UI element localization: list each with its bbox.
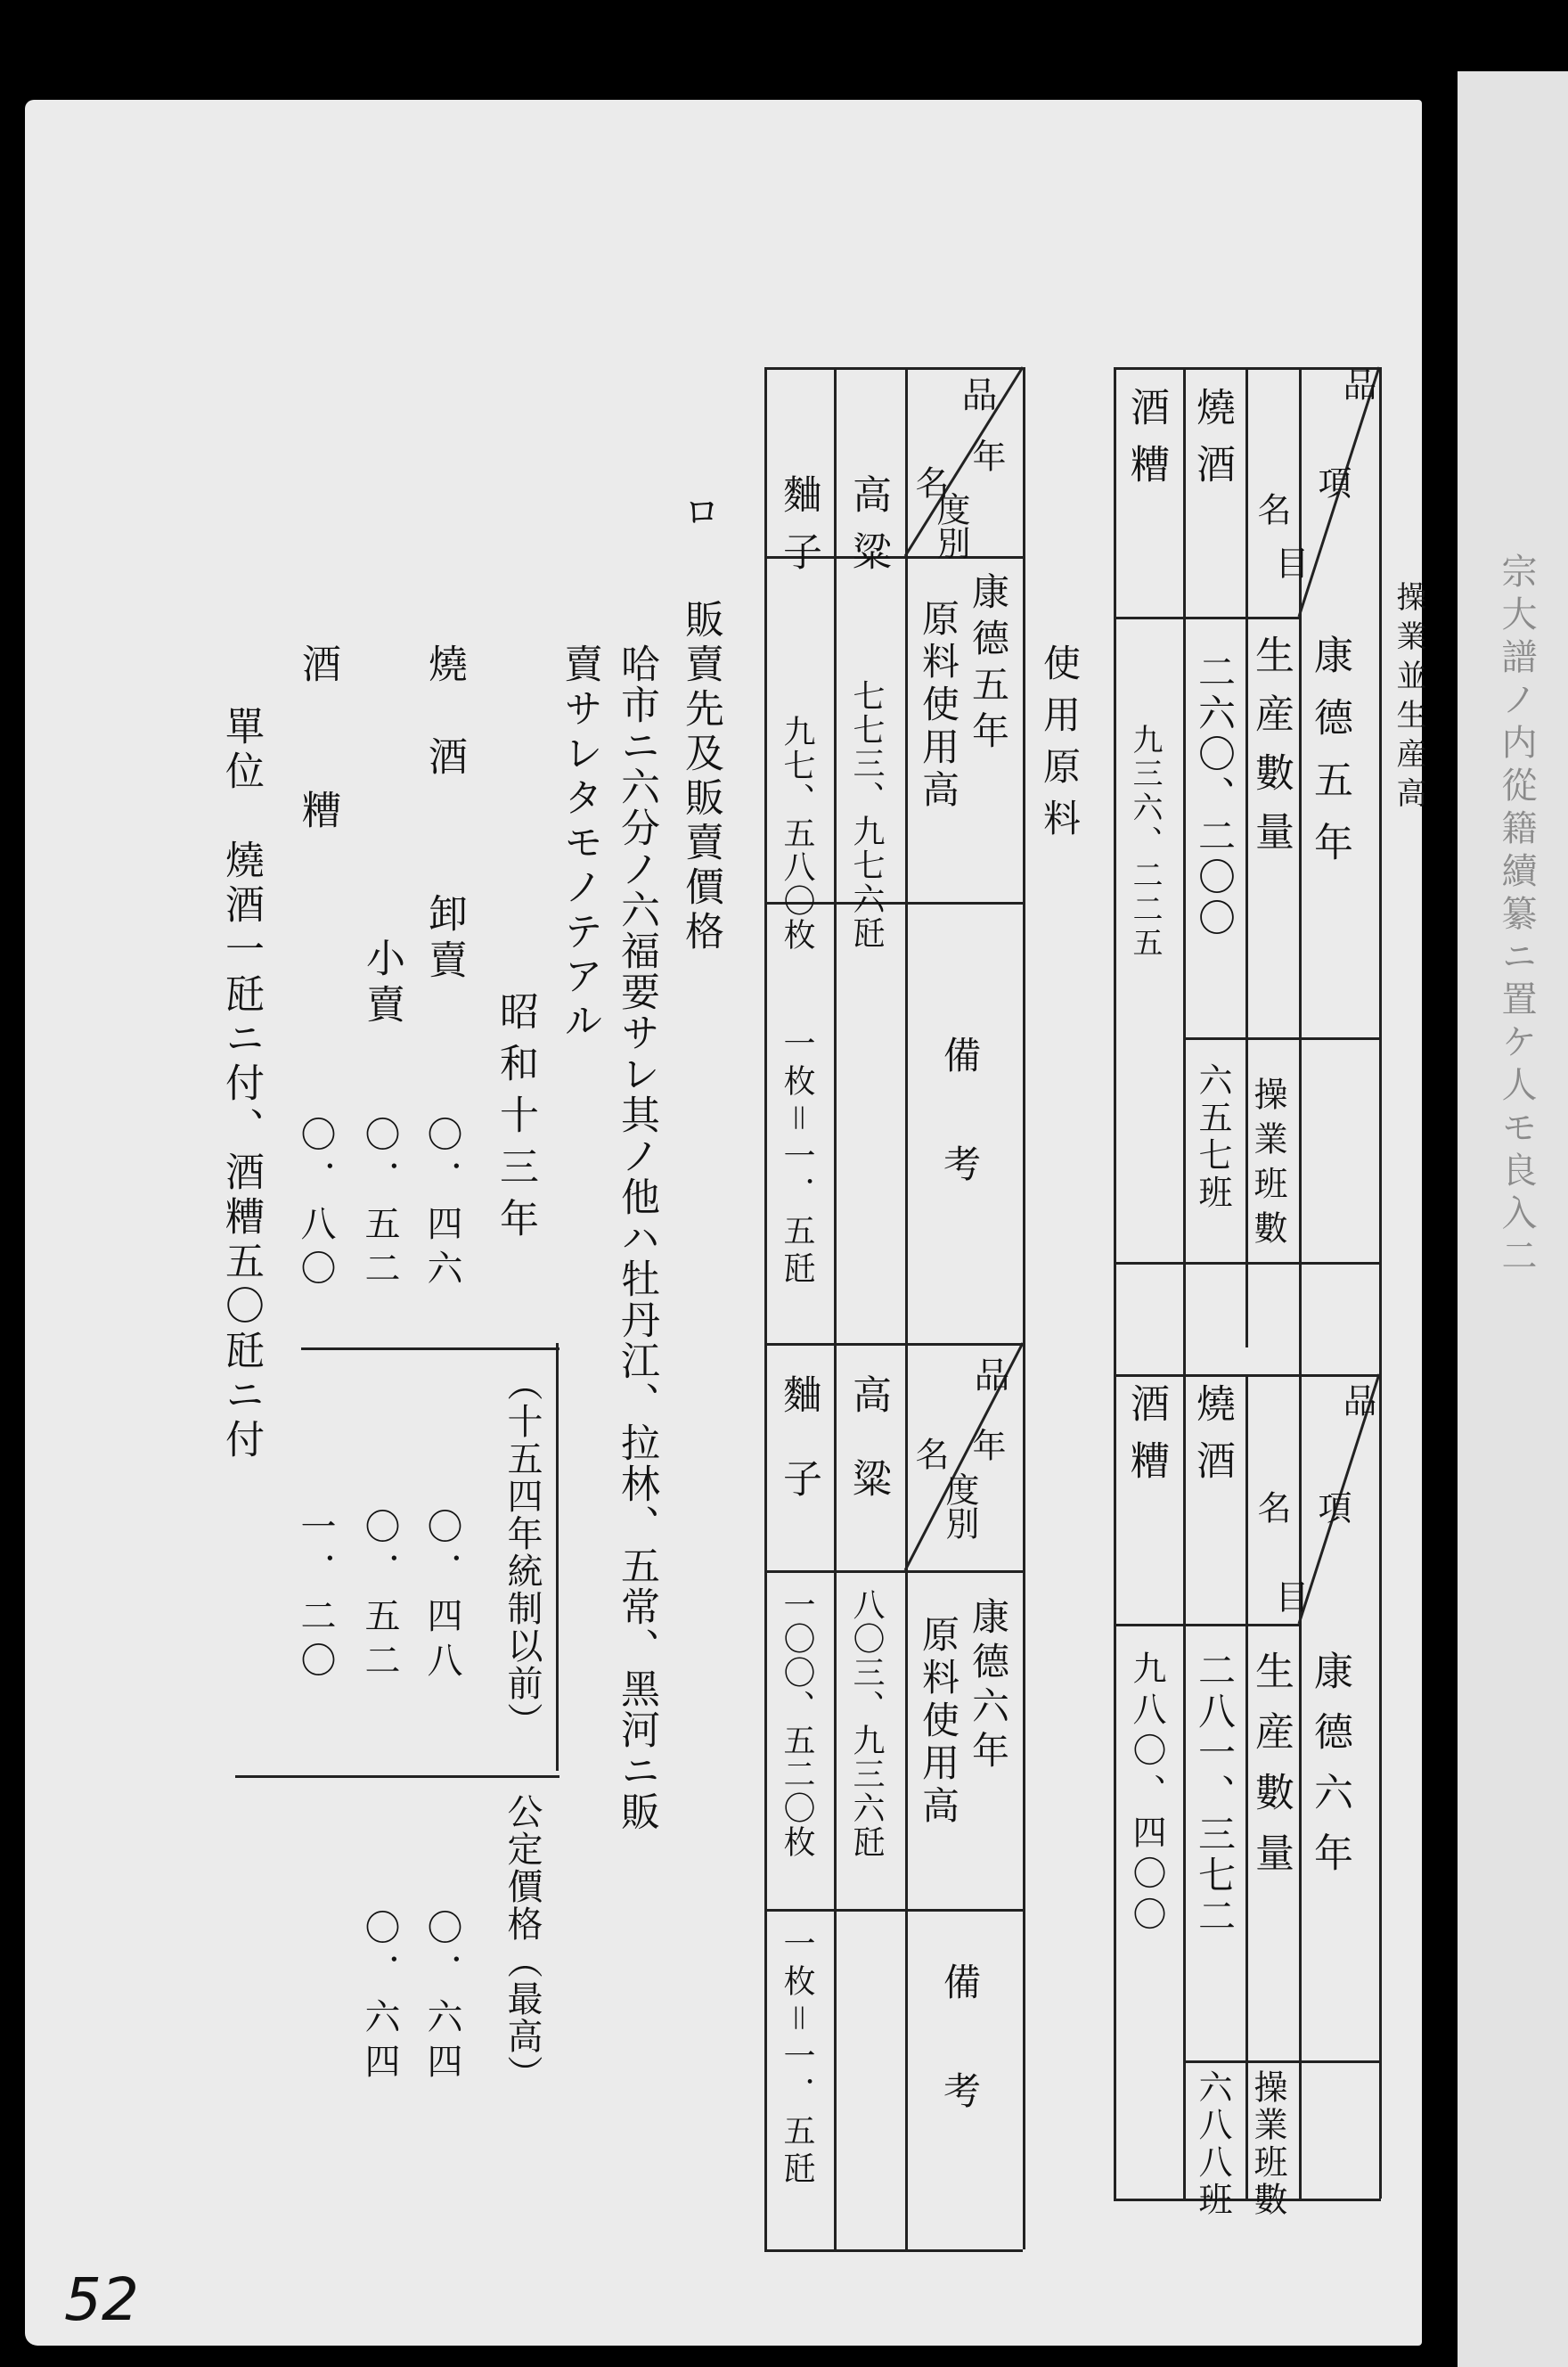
production-title: 操業並生産高	[1391, 581, 1426, 816]
adjacent-page-text: 宗大譜ノ内從籍續纂ニ置ケ人モ良入二	[1496, 553, 1537, 1280]
adjacent-page	[1458, 71, 1568, 2367]
product-shochu-2: 燒酒	[1189, 1383, 1235, 1497]
sales-item-lees: 酒糟	[295, 643, 340, 936]
sales-text-line1: 哈市ニ六分ノ六福要サレ其ノ他ハ牡丹江、拉林、五常、黑河ニ販	[614, 643, 659, 1832]
material-sorghum: 高粱	[845, 474, 891, 588]
sales-type-retail: 小賣	[359, 938, 404, 1030]
material-sorghum-2: 高粱	[845, 1374, 891, 1542]
mat-header-year-upper-2: 年	[967, 1428, 1006, 1462]
qty-shochu-kangde5: 二六〇、二〇〇	[1193, 652, 1237, 939]
mat-header-year-lower: 度別	[931, 492, 970, 560]
mat-header-year-lower-2: 度別	[940, 1472, 979, 1540]
sales-col-before: （十五四年統制以前）	[502, 1365, 543, 1740]
sales-text-line2: 賣サレタモノテアル	[557, 643, 602, 1044]
note-koji-kangde5: 一枚＝一．五瓩	[779, 1027, 815, 1289]
mat-header-year-upper: 年	[967, 438, 1006, 472]
material-koji: 麯子	[776, 474, 821, 588]
note-koji-kangde6: 一枚＝一．五瓩	[779, 1927, 815, 2189]
amount-sorghum-kangde6: 八〇三、九三六瓩	[848, 1588, 885, 1859]
remarks-label: 備考	[938, 1036, 982, 1253]
mat-header-product-lower: 名	[910, 465, 949, 499]
header-product-upper: 品	[1337, 367, 1376, 401]
teams-kangde5: 六五七班	[1193, 1062, 1232, 1212]
price-shochu-retail-official: 〇．六四	[359, 1909, 400, 2087]
sales-item-shochu: 燒酒	[421, 643, 467, 829]
price-shochu-retail-2: 〇．五二	[359, 1508, 400, 1686]
product-lees: 酒糟	[1123, 387, 1169, 501]
qty-shochu-kangde6: 二八一、三七二	[1193, 1650, 1237, 1937]
header-product-lower: 名	[1252, 492, 1291, 526]
header-item-lower: 目	[1270, 545, 1309, 579]
mat-header-product-lower-2: 名	[910, 1437, 949, 1470]
amount-sorghum-kangde5: 七七三、九七六瓩	[848, 679, 885, 950]
mat-kangde5-year: 康德五年	[967, 572, 1010, 758]
header-item-upper-2: 項	[1312, 1490, 1352, 1524]
price-shochu-wholesale-1: 〇．四六	[421, 1116, 462, 1294]
materials-title: 使用原料	[1038, 643, 1082, 850]
product-lees-2: 酒糟	[1123, 1383, 1169, 1497]
price-shochu-retail-1: 〇．五二	[359, 1116, 400, 1294]
price-lees-2: 一．二〇	[295, 1508, 336, 1686]
material-koji-2: 麯子	[776, 1374, 821, 1542]
teams-kangde6: 六八八班	[1193, 2069, 1232, 2219]
page-number: 52	[64, 2265, 139, 2334]
sales-type-wholesale: 卸賣	[421, 893, 467, 986]
qty-lees-kangde6: 九八〇、四〇〇	[1127, 1650, 1166, 1937]
teams-label-2: 操業班數	[1248, 2069, 1287, 2219]
sales-col-official: 公定價格（最高）	[502, 1793, 543, 2093]
teams-label: 操業班數	[1248, 1077, 1287, 1255]
header-product-lower-2: 名	[1252, 1490, 1291, 1524]
sales-heading: 販賣先及販賣價格	[678, 599, 723, 955]
product-shochu: 燒酒	[1189, 387, 1235, 501]
price-shochu-wholesale-2: 〇．四八	[421, 1508, 462, 1686]
kangde6-year: 康德六年	[1307, 1650, 1352, 1893]
qty-lees-kangde5: 九三六、二二五	[1127, 724, 1163, 961]
header-item-upper: 項	[1312, 465, 1352, 524]
mat-header-product-upper: 品	[956, 376, 997, 412]
price-shochu-wholesale-official: 〇．六四	[421, 1909, 462, 2087]
mat-kangde6-year: 康德六年	[967, 1597, 1010, 1775]
mat-header-product-upper-2: 品	[968, 1356, 1009, 1392]
document-page	[25, 100, 1426, 2346]
amount-koji-kangde6: 一〇〇、五二〇枚	[779, 1588, 815, 1859]
qty-label: 生産數量	[1248, 635, 1294, 870]
sales-heading-mark: ロ	[678, 492, 722, 529]
used-label-2: 原料使用高	[917, 1615, 960, 1829]
used-label: 原料使用高	[917, 599, 960, 813]
price-lees-1: 〇．八〇	[295, 1116, 336, 1294]
header-item-lower-2: 目	[1270, 1579, 1309, 1613]
sales-unit-note: 單位 燒酒一瓩ニ付、酒糟五〇瓩ニ付	[218, 706, 264, 1463]
remarks-label-2: 備考	[938, 1962, 982, 2180]
amount-koji-kangde5: 九七、五八〇枚	[779, 715, 815, 952]
sales-col-era: 昭和十三年	[493, 991, 538, 1249]
header-product-upper-2: 品	[1337, 1383, 1376, 1417]
kangde5-year: 康德五年	[1307, 635, 1352, 884]
qty-label-2: 生産數量	[1248, 1650, 1294, 1893]
